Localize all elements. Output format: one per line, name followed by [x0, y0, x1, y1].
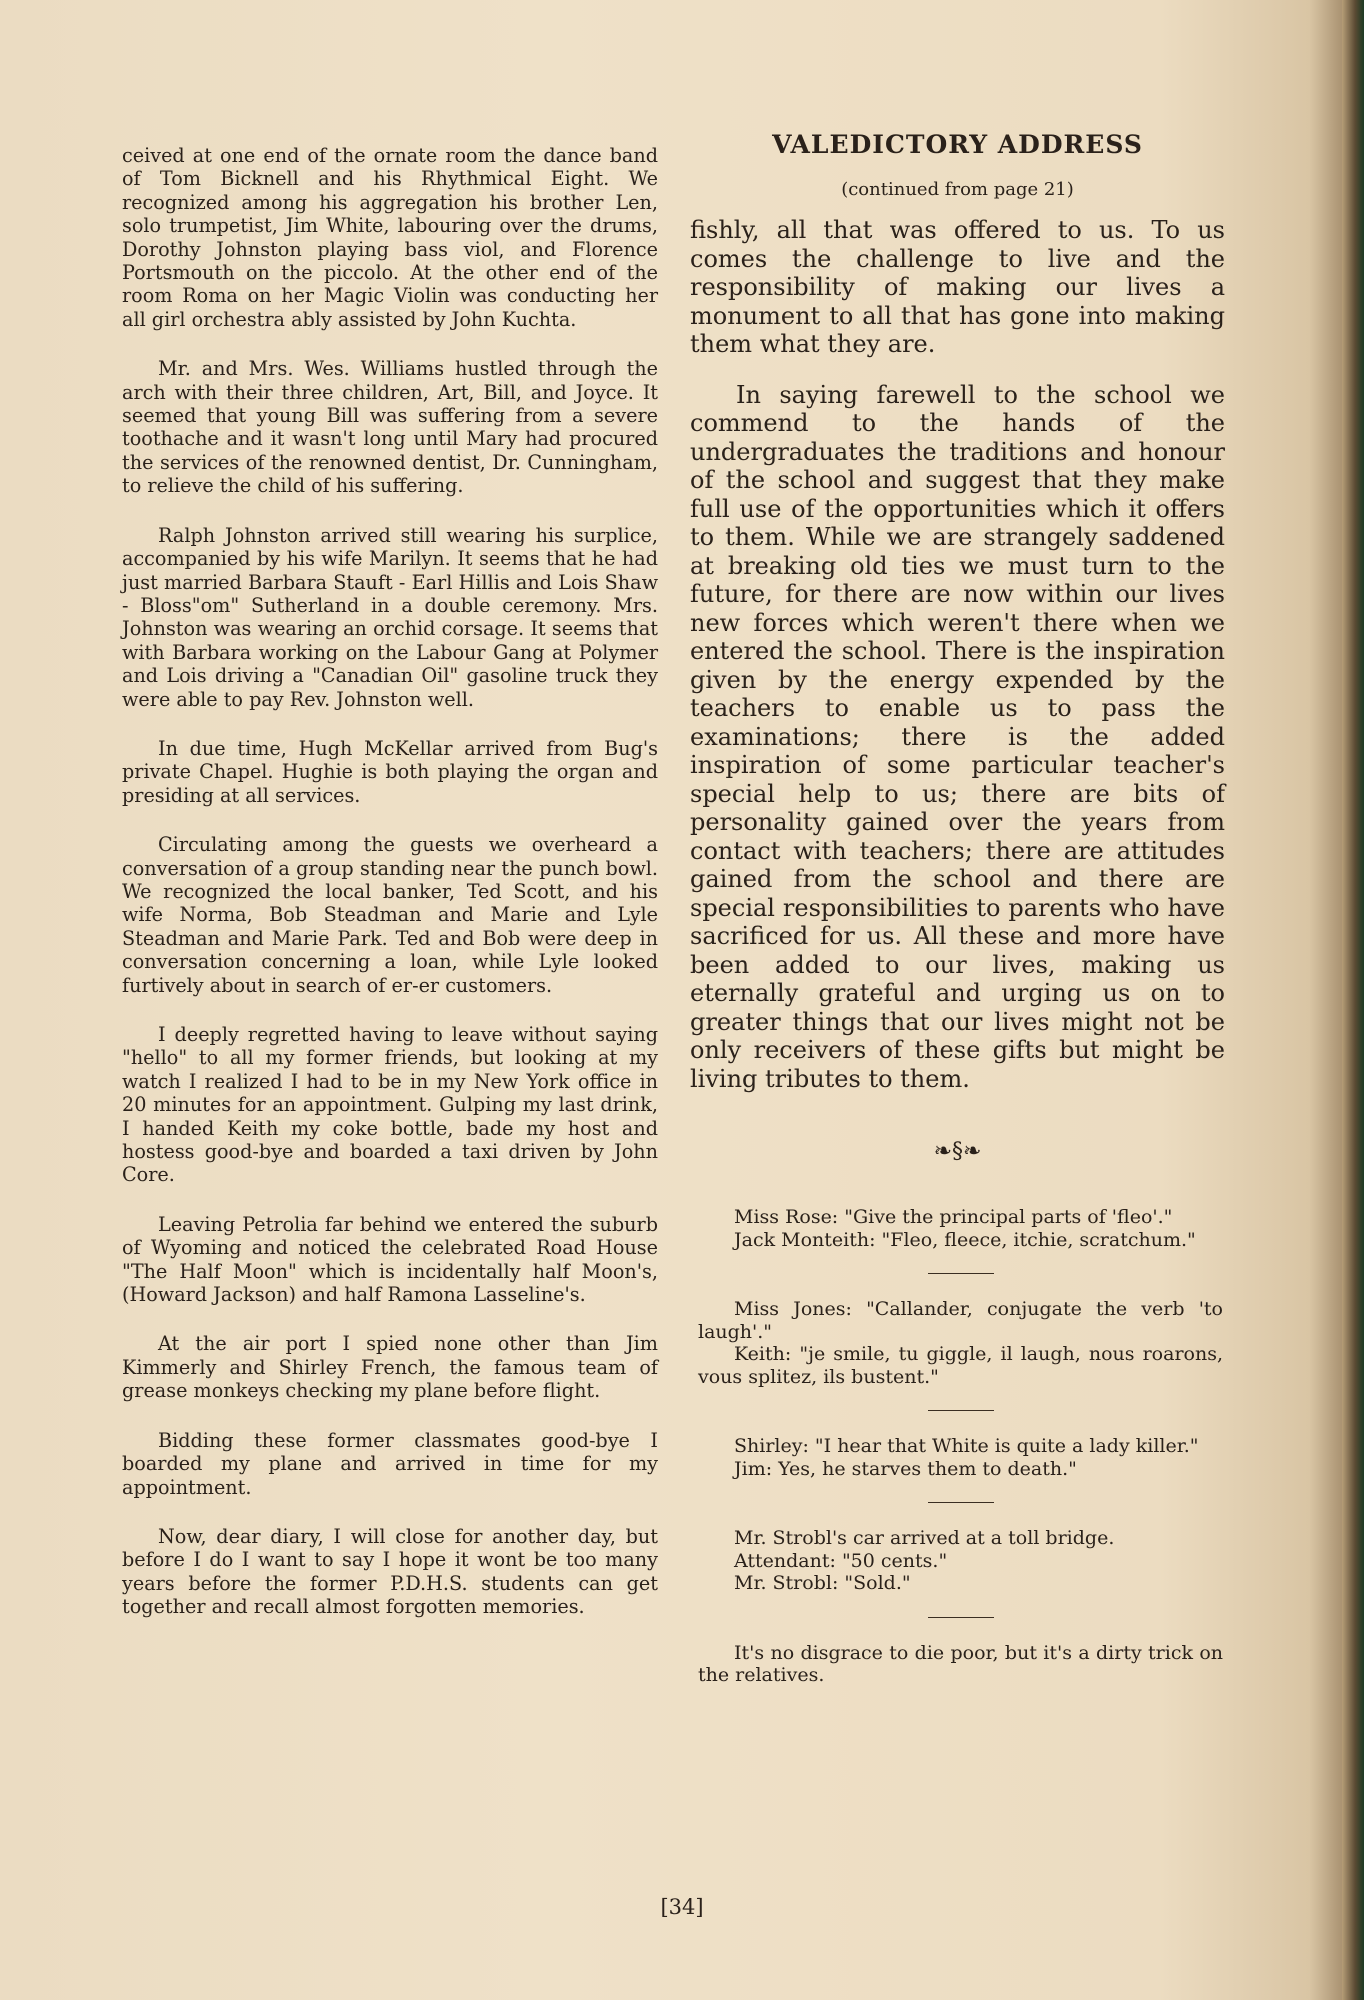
- joke-separator: [928, 1273, 994, 1274]
- diary-paragraph: I deeply regretted having to leave without saying "hello" to all my former friends, but looking at my watch I realized I had to be in my New York office in 20 minutes for an appointment. Gulping my last drink, I handed Keith my coke bottle, bade my host and hostess good-bye and boarded a taxi driven by John Core.: [122, 1023, 658, 1187]
- joke-item: [698, 1527, 1223, 1595]
- diary-paragraph: Mr. and Mrs. Wes. Williams hustled through the arch with their three children, Art, Bill, and Joyce. It seemed that young Bill was suffering from a severe toothache and it wasn't long until Mary had procured the services of the renowned dentist, Dr. Cunningham, to relieve the child of his suffering.: [122, 357, 658, 498]
- joke-line: Mr. Strobl's car arrived at a toll bridge.: [734, 1527, 1115, 1549]
- diary-paragraph: In due time, Hugh McKellar arrived from Bug's private Chapel. Hughie is both playing the organ and presiding at all services.: [122, 736, 658, 807]
- valedictory-paragraph: fishly, all that was offered to us. To us comes the challenge to live and the responsibility of making our lives a monument to all that has gone into making them what they are.: [690, 216, 1225, 358]
- diary-paragraph: ceived at one end of the ornate room the dance band of Tom Bicknell and his Rhythmical Eight. We recognized among his aggregation his brother Len, solo trumpetist, Jim White, labouring over the drums, Dorothy Johnston playing bass viol, and Florence Portsmouth on the piccolo. At the other end of the room Roma on her Magic Violin was conducting her all girl orchestra ably assisted by John Kuchta.: [122, 144, 658, 331]
- page-number: [34]: [660, 1895, 704, 1919]
- joke-line: Miss Rose: "Give the principal parts of 'fleo'.": [734, 1206, 1173, 1228]
- diary-paragraph: Ralph Johnston arrived still wearing his surplice, accompanied by his wife Marilyn. It seems that he had just married Barbara Stauft - Earl Hillis and Lois Shaw - Bloss"om" Sutherland in a double ceremony. Mrs. Johnston was wearing an orchid corsage. It seems that with Barbara working on the Labour Gang at Polymer and Lois driving a "Canadian Oil" gasoline truck they were able to pay Rev. Johnston well.: [122, 523, 658, 711]
- joke-line: Miss Jones: "Callander, conjugate the verb 'to laugh'.": [698, 1298, 1223, 1343]
- joke-separator: [928, 1502, 994, 1503]
- joke-line: Keith: "je smile, tu giggle, il laugh, nous roarons, vous splitez, ils bustent.": [698, 1343, 1223, 1388]
- binding-edge: [1342, 0, 1364, 2000]
- right-column: [690, 130, 1225, 1687]
- joke-line: It's no disgrace to die poor, but it's a dirty trick on the relatives.: [698, 1641, 1223, 1686]
- left-column: [122, 144, 658, 1645]
- valedictory-paragraph: In saying farewell to the school we commend to the hands of the undergraduates the traditions and honour of the school and suggest that they make full use of the opportunities which it offers to them. While we are strangely saddened at breaking old ties we must turn to the future, for there are now within our lives new forces which weren't there when we entered the school. There is the inspiration given by the energy expended by the teachers to enable us to pass the examinations; there is the added inspiration of some particular teacher's special help to us; there are bits of personality gained over the years from contact with teachers; there are attitudes gained from the school and there are special responsibilities to parents who have sacrificed for us. All these and more have been added to our lives, making us eternally grateful and urging us on to greater things that our lives might not be only receivers of these gifts but might be living tributes to them.: [690, 380, 1225, 1093]
- joke-line: Mr. Strobl: "Sold.": [734, 1572, 911, 1594]
- jokes-section: [690, 1206, 1223, 1687]
- joke-line: Jack Monteith: "Fleo, fleece, itchie, scratchum.": [734, 1228, 1196, 1251]
- ornament-divider: ❧§❧: [933, 1139, 982, 1164]
- diary-paragraph: Circulating among the guests we overheard a conversation of a group standing near the punch bowl. We recognized the local banker, Ted Scott, and his wife Norma, Bob Steadman and Marie and Lyle Steadman and Marie Park. Ted and Bob were deep in conversation concerning a loan, while Lyle looked furtively about in search of er-er customers.: [122, 833, 658, 997]
- diary-paragraph: Leaving Petrolia far behind we entered the suburb of Wyoming and noticed the celebrated Road House "The Half Moon" which is incidentally half Moon's, (Howard Jackson) and half Ramona Lasseline's.: [122, 1212, 658, 1307]
- joke-line: Attendant: "50 cents.": [734, 1549, 948, 1572]
- joke-item: [698, 1435, 1223, 1480]
- joke-item: [698, 1298, 1223, 1388]
- joke-separator: [928, 1617, 994, 1618]
- diary-paragraph: Bidding these former classmates good-bye I boarded my plane and arrived in time for my appointment.: [122, 1428, 658, 1499]
- diary-paragraph: At the air port I spied none other than Jim Kimmerly and Shirley French, the famous team of grease monkeys checking my plane before flight.: [122, 1332, 658, 1403]
- joke-line: Jim: Yes, he starves them to death.": [734, 1457, 1077, 1480]
- joke-line: Shirley: "I hear that White is quite a lady killer.": [734, 1435, 1199, 1457]
- continued-note: (continued from page 21): [841, 179, 1074, 200]
- diary-paragraph: Now, dear diary, I will close for another day, but before I do I want to say I hope it wont be too many years before the former P.D.H.S. students can get together and recall almost forgotten memories.: [122, 1524, 658, 1619]
- joke-item: [698, 1206, 1223, 1251]
- joke-item: [698, 1642, 1223, 1687]
- valedictory-heading: VALEDICTORY ADDRESS: [772, 130, 1143, 159]
- joke-separator: [928, 1410, 994, 1411]
